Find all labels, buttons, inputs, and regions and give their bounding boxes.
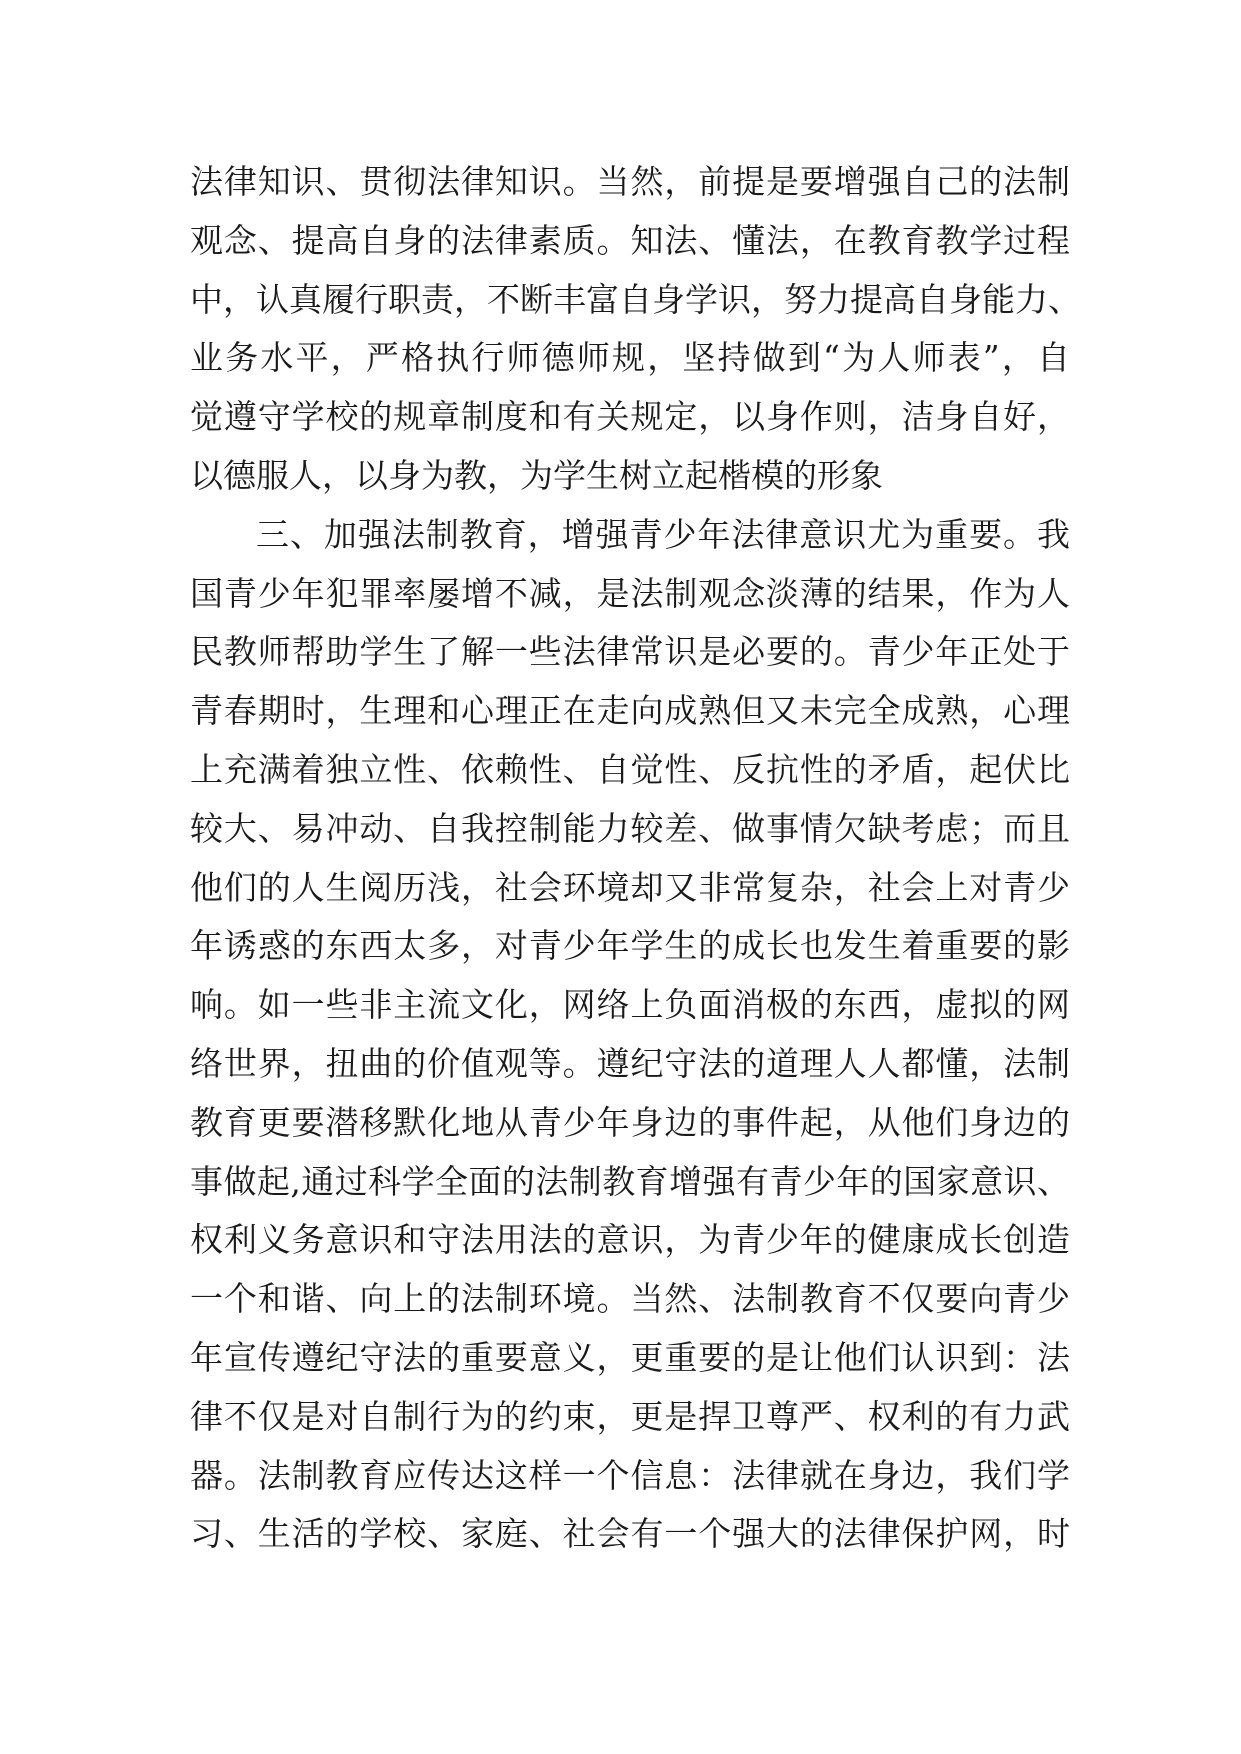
text-line: 教育更要潜移默化地从青少年身边的事件起，从他们身边的 — [190, 1102, 1070, 1142]
text-line: 较大、易冲动、自我控制能力较差、做事情欠缺考虑；而且 — [190, 808, 1070, 848]
text-line: 权利义务意识和守法用法的意识，为青少年的健康成长创造 — [190, 1220, 1070, 1260]
text-line: 年诱惑的东西太多，对青少年学生的成长也发生着重要的影 — [190, 926, 1070, 966]
text-line: 上充满着独立性、依赖性、自觉性、反抗性的矛盾，起伏比 — [190, 749, 1070, 789]
text-line: 业务水平，严格执行师德师规，坚持做到“为人师表”，自 — [190, 338, 1070, 378]
text-line: 国青少年犯罪率屡增不减，是法制观念淡薄的结果，作为人 — [190, 573, 1070, 613]
text-line: 以德服人，以身为教，为学生树立起楷模的形象 — [190, 455, 883, 495]
text-line: 三、加强法制教育，增强青少年法律意识尤为重要。我 — [256, 514, 1070, 554]
text-line: 络世界，扭曲的价值观等。遵纪守法的道理人人都懂，法制 — [190, 1043, 1070, 1083]
text-line: 事做起,通过科学全面的法制教育增强有青少年的国家意识、 — [190, 1161, 1070, 1201]
text-line: 中，认真履行职责，不断丰富自身学识，努力提高自身能力、 — [190, 279, 1081, 319]
text-line: 法律知识、贯彻法律知识。当然，前提是要增强自己的法制 — [190, 162, 1070, 201]
text-line: 观念、提高自身的法律素质。知法、懂法，在教育教学过程 — [190, 220, 1070, 260]
paragraph-continuation — [190, 153, 1081, 506]
text-line: 青春期时，生理和心理正在走向成熟但又未完全成熟，心理 — [190, 691, 1070, 731]
text-line: 觉遵守学校的规章制度和有关规定，以身作则，洁身自好， — [190, 397, 1070, 437]
text-line: 器。法制教育应传达这样一个信息：法律就在身边，我们学 — [190, 1455, 1070, 1495]
text-line: 响。如一些非主流文化，网络上负面消极的东西，虚拟的网 — [190, 985, 1070, 1025]
text-line: 民教师帮助学生了解一些法律常识是必要的。青少年正处于 — [190, 632, 1070, 672]
text-line: 他们的人生阅历浅，社会环境却又非常复杂，社会上对青少 — [190, 867, 1070, 907]
paragraph-section-three — [190, 506, 1070, 1564]
body-text — [190, 153, 1081, 1564]
text-line: 一个和谐、向上的法制环境。当然、法制教育不仅要向青少 — [190, 1279, 1070, 1319]
text-line: 习、生活的学校、家庭、社会有一个强大的法律保护网，时 — [190, 1514, 1070, 1554]
text-line: 年宣传遵纪守法的重要意义，更重要的是让他们认识到：法 — [190, 1337, 1070, 1377]
text-line: 律不仅是对自制行为的约束，更是捍卫尊严、权利的有力武 — [190, 1396, 1070, 1436]
